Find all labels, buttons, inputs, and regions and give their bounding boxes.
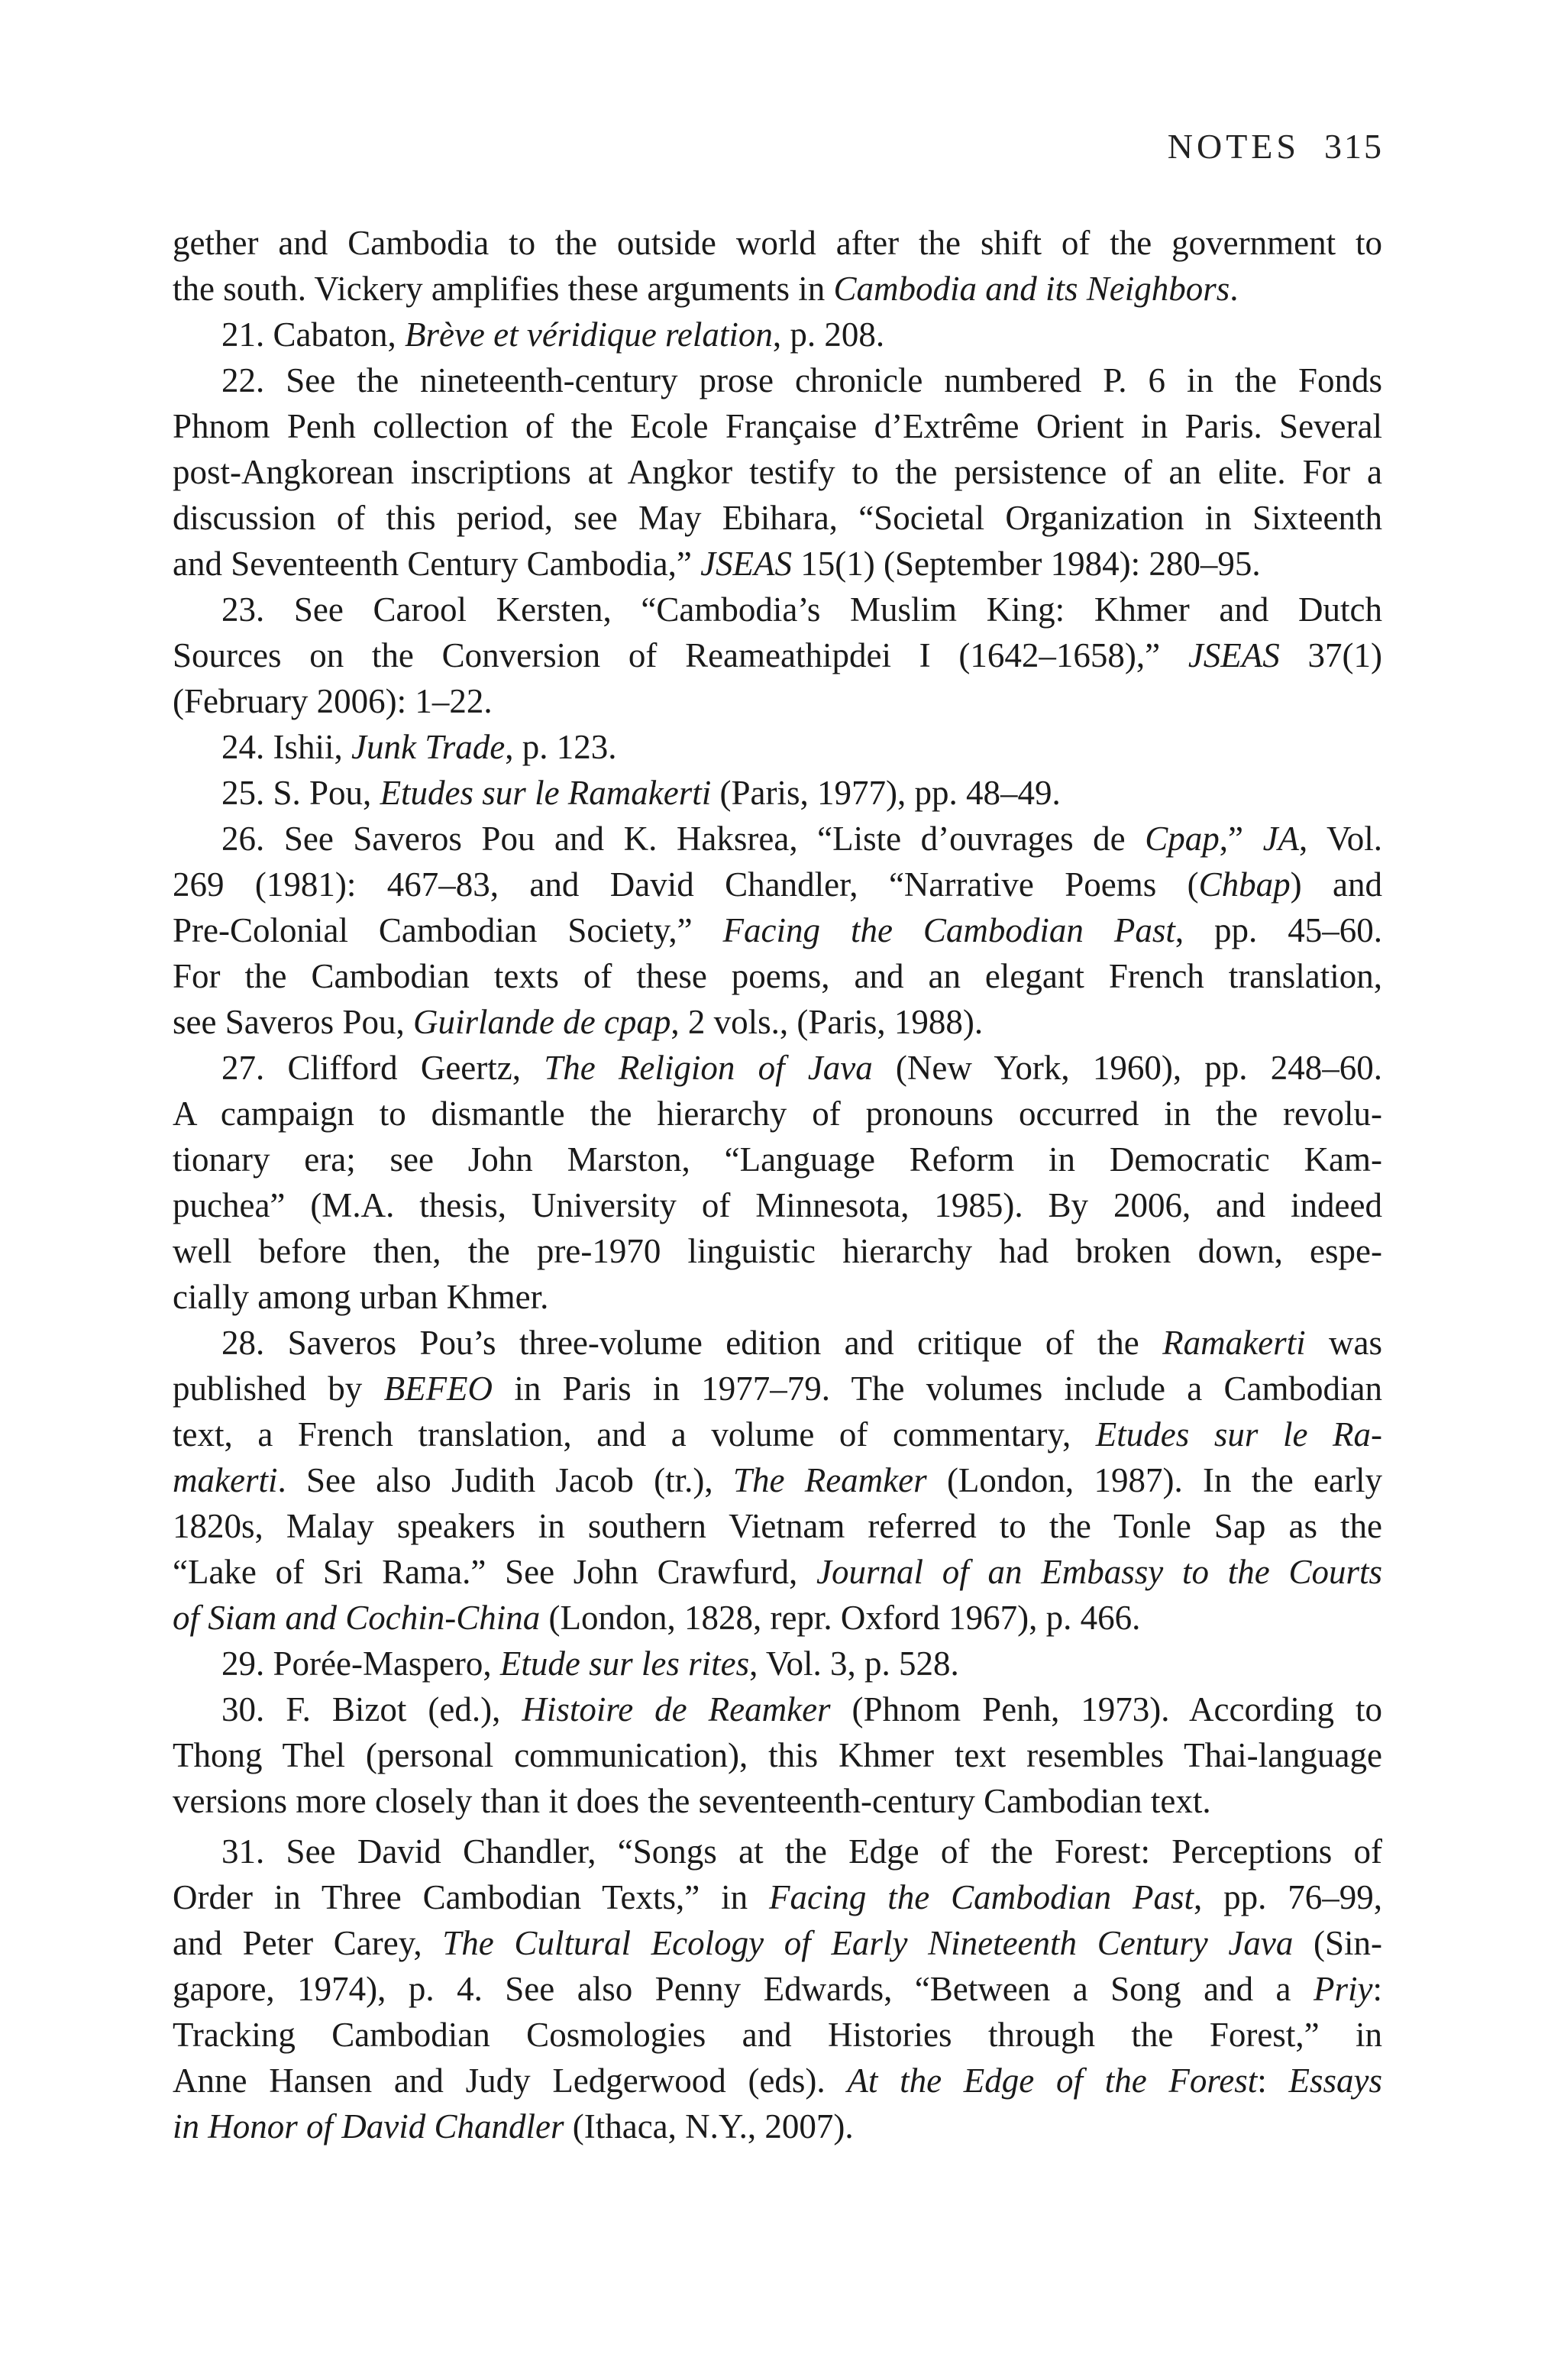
- note-line: Sources on the Conversion of Reameathipdei I (1642–1658),” JSEAS 37(1): [173, 636, 1382, 674]
- note-27: [173, 1045, 1382, 1320]
- note-line: discussion of this period, see May Ebihara, “Societal Organization in Sixteenth: [173, 499, 1382, 537]
- notes-text: [173, 220, 1382, 2149]
- note-24: [173, 724, 1382, 770]
- note-line: tionary era; see John Marston, “Language Reform in Democratic Kam-: [173, 1140, 1382, 1179]
- note-line: 22. See the nineteenth-century prose chronicle numbered P. 6 in the Fonds: [221, 361, 1382, 399]
- note-line: Thong Thel (personal communication), this Khmer text resembles Thai-language: [173, 1736, 1382, 1774]
- note-line: 23. See Carool Kersten, “Cambodia’s Muslim King: Khmer and Dutch: [221, 590, 1382, 629]
- note-line: text, a French translation, and a volume of commentary, Etudes sur le Ra-: [173, 1415, 1383, 1454]
- note-line: 27. Clifford Geertz, The Religion of Java (New York, 1960), pp. 248–60.: [221, 1049, 1382, 1087]
- note-30: [173, 1686, 1382, 1824]
- running-head-section: NOTES: [1167, 127, 1300, 166]
- note-line: For the Cambodian texts of these poems, and an elegant French translation,: [173, 957, 1382, 995]
- note-line: A campaign to dismantle the hierarchy of pronouns occurred in the revolu-: [173, 1095, 1382, 1133]
- note-line: gether and Cambodia to the outside world after the shift of the government to: [173, 224, 1382, 262]
- note-line: published by BEFEO in Paris in 1977–79. The volumes include a Cambodian: [173, 1369, 1382, 1408]
- note-continuation: [173, 220, 1382, 312]
- note-line: Pre-Colonial Cambodian Society,” Facing the Cambodian Past, pp. 45–60.: [173, 911, 1382, 949]
- note-line: Tracking Cambodian Cosmologies and Histories through the Forest,” in: [173, 2016, 1382, 2054]
- note-line: post-Angkorean inscriptions at Angkor testify to the persistence of an elite. For a: [173, 453, 1382, 491]
- note-line: 269 (1981): 467–83, and David Chandler, “Narrative Poems (Chbap) and: [173, 865, 1382, 904]
- note-21: [173, 312, 1382, 357]
- note-line: and Seventeenth Century Cambodia,” JSEAS 15(1) (September 1984): 280–95.: [173, 545, 1261, 583]
- note-22: [173, 357, 1382, 587]
- note-31: [173, 1829, 1382, 2149]
- note-line: 31. See David Chandler, “Songs at the Edge of the Forest: Perceptions of: [221, 1832, 1382, 1871]
- note-line: “Lake of Sri Rama.” See John Crawfurd, Journal of an Embassy to the Courts: [173, 1553, 1382, 1591]
- note-line: gapore, 1974), p. 4. See also Penny Edwards, “Between a Song and a Priy:: [173, 1970, 1382, 2008]
- note-line: and Peter Carey, The Cultural Ecology of Early Nineteenth Century Java (Sin-: [173, 1924, 1383, 1962]
- note-line: 1820s, Malay speakers in southern Vietnam referred to the Tonle Sap as the: [173, 1507, 1382, 1545]
- note-line: Phnom Penh collection of the Ecole Française d’Extrême Orient in Paris. Several: [173, 407, 1382, 445]
- note-25: [173, 770, 1382, 816]
- note-line: puchea” (M.A. thesis, University of Minnesota, 1985). By 2006, and indeed: [173, 1186, 1382, 1224]
- note-23: [173, 587, 1382, 724]
- note-line: Anne Hansen and Judy Ledgerwood (eds). At the Edge of the Forest: Essays: [173, 2061, 1382, 2100]
- note-line: 29. Porée-Maspero, Etude sur les rites, Vol. 3, p. 528.: [221, 1644, 959, 1683]
- note-line: 25. S. Pou, Etudes sur le Ramakerti (Paris, 1977), pp. 48–49.: [221, 774, 1061, 812]
- note-line: 30. F. Bizot (ed.), Histoire de Reamker (Phnom Penh, 1973). According to: [221, 1690, 1382, 1728]
- note-line: makerti. See also Judith Jacob (tr.), The Reamker (London, 1987). In the early: [173, 1461, 1382, 1499]
- note-line: 28. Saveros Pou’s three-volume edition and critique of the Ramakerti was: [221, 1324, 1382, 1362]
- note-line: cially among urban Khmer.: [173, 1278, 549, 1316]
- note-26: [173, 816, 1382, 1045]
- note-line: in Honor of David Chandler (Ithaca, N.Y., 2007).: [173, 2107, 854, 2146]
- note-line: the south. Vickery amplifies these arguments in Cambodia and its Neighbors.: [173, 270, 1239, 308]
- note-line: 26. See Saveros Pou and K. Haksrea, “Liste d’ouvrages de Cpap,” JA, Vol.: [221, 820, 1382, 858]
- note-29: [173, 1641, 1382, 1686]
- note-line: see Saveros Pou, Guirlande de cpap, 2 vols., (Paris, 1988).: [173, 1003, 984, 1041]
- running-head: [1168, 126, 1384, 167]
- note-line: 24. Ishii, Junk Trade, p. 123.: [221, 728, 617, 766]
- note-28: [173, 1320, 1382, 1641]
- note-line: (February 2006): 1–22.: [173, 682, 493, 720]
- page-number: 315: [1324, 127, 1384, 166]
- note-line: versions more closely than it does the seventeenth-century Cambodian text.: [173, 1782, 1211, 1820]
- note-line: 21. Cabaton, Brève et véridique relation, p. 208.: [221, 315, 885, 354]
- note-line: Order in Three Cambodian Texts,” in Facing the Cambodian Past, pp. 76–99,: [173, 1878, 1382, 1916]
- note-line: of Siam and Cochin-China (London, 1828, repr. Oxford 1967), p. 466.: [173, 1599, 1141, 1637]
- note-line: well before then, the pre-1970 linguistic hierarchy had broken down, espe-: [173, 1232, 1382, 1270]
